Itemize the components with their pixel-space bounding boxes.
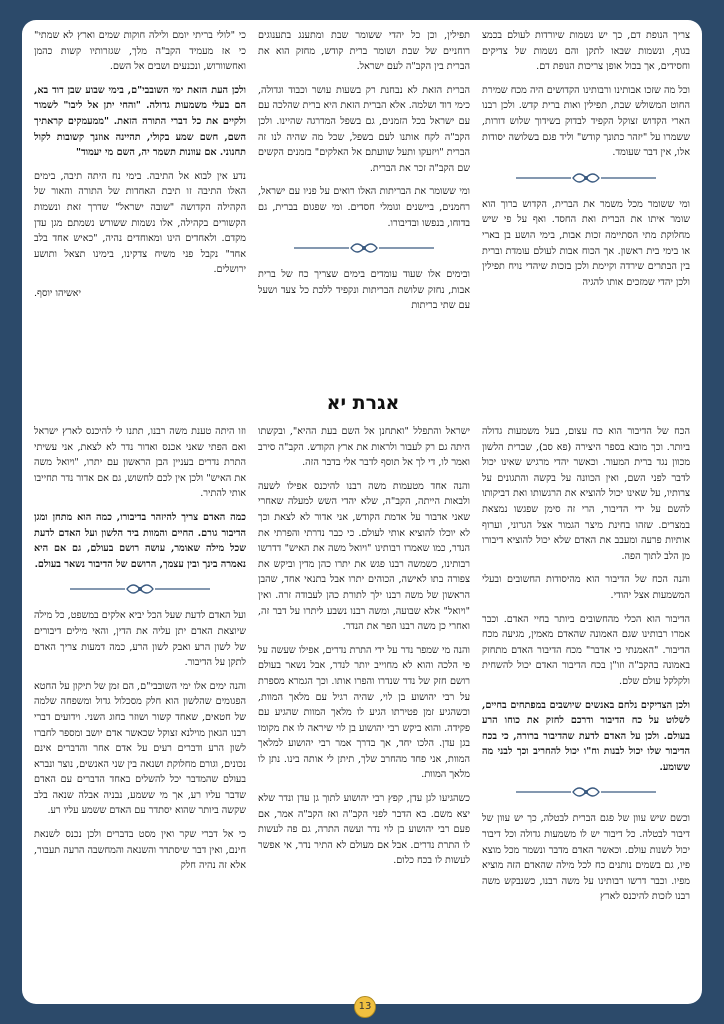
paragraph: צריך הנופת דם, כך יש נשמות שיורדות לעולם בכמצ בגוף, ונשמות שבאו לתקן והם נשמות של צדיקים וחסידים, אך בכול אופן צריכות הנופת דם.	[482, 30, 690, 73]
ornament-divider	[482, 783, 690, 801]
paragraph: ועל האדם לדעת שעל הכל יביא אלקים במשפט, כל מילה שיוצאת האדם יתן עליה את הדין, והאי מילים דיבורים של לשון הרע ואבק לשון הרע, כמה דמעות צריך האדם לתקן על הדיבור.	[34, 610, 246, 669]
page	[22, 20, 702, 1004]
paragraph: הכח של הדיבור הוא כח עצום, בעל משמעות גדולה ביותר. וכך מובא בספר היצירה (פא סב), שברית הלשון מכוון נגד ברית המעור. וכאשר יהדי מרגיש שאינו יכול לדבר לפני השם, ואין הכוונה על בקשה והתגונים על צרותיו, על שאינו יכול להוציא את הרגשותו ואת דביקותו להשם על ידי הדיבור, הרי זה סימן שפגשו נמצאת במצרים. שזהו בחינת מיצר הגמור אצל הגרוני, וערוף אותיות פרעה ומעבב את האדם שלא יכול להוציא דיבורו מן הלב לתוך הפה.	[482, 426, 690, 562]
paragraph: והנה מי שמפר נדר על ידי התרת נדרים, אפילו שעשה על פי הלכה והוא לא מחוייב יותר לנדר, אבל נשאר בעולם רושם חזק של נדר שנדרו והפרו אותו. וכך הגמרא מספרת על רבי יהושוע בן לוי, שהיה רגיל עם מלאך המוות, וכשהגיע זמן פטירתו הגיע לו מלאך המוות שהגיע עם פקידה. והוא ביקש רבי יהושוע בן לוי שיראה לו את מקומו בגן עדן. הלכו יחד, אך בדרך אמר רבי יהושוע למלאך המוות, אני פחד מהחרב שלך, תיתן לי אותה בינו. נתן לו מלאך המוות.	[258, 644, 470, 781]
ornament-divider	[258, 239, 470, 257]
paragraph-bold: ולכן הצדיקים נלחם באנשים שיושבים במפתחים בחיים, לשלוט על כח הדיבור ודרכם לחזק את כוחו הרע בעולם. ולכן על האדם לדעת שהדיבור ברורה, כי בכח הדיבור שלו יכול לבנות וח"ו יכול להחריב וכך לבני מה ששומע.	[482, 699, 690, 773]
paragraph: וכשם שיש עוון של פגם הברית לבטלה, כך יש עוון של דיבור לבטלה. כל דיבור יש לו משמעות גדולה וכל דיבור יכול לשנות עולם. וכאשר האדם מדבר ונשמר מכל מוצא פיו, גם בשמים נותנים כח לכל מילה שהאדם הזה מוציא מפיו. וכבר דרשו רבותינו על משה רבנו, כשנבקש משה רבנו לזכות להיכנס לארץ	[482, 813, 690, 903]
paragraph: ובימים אלו שעוד עומדים בימים שצריך כח של ברית אבות, נחזק שלושת הבריתות ונקפיד ללכת כל צעד ושעל עם שתי בריתות	[258, 269, 470, 312]
paragraph: והנה הכח של הדיבור הוא מהיסודות החשובים ובעלי המשמעות אצל יהודי.	[482, 574, 690, 601]
ornament-divider	[482, 169, 690, 187]
paragraph: כי אל דברי שקר ואין מסט בדברים ולכן נכנס לשנאת חינם, ואין דבר שיסתדר והשנאה והמחשבה הרעה תעבור, אלא זה נהיה חלק	[34, 829, 246, 872]
paragraph: ומי ששומר מכל משמר את הברית, הקדוש ברוך הוא שומר איתו את הברית ואת החסד. ואף על פי שיש מחלוקת מתי הסתיימה זכות אבות, בימי הושע בן בארי או בימי בית ראשון. אך הכוח אבות לעולם עומדת וברית בין הבתרים שירדה וקיימת ולכן בזכות שיהדי נויח תפילין ולכן יהדי שמזכים אותו להגיה	[482, 198, 690, 288]
bottom-middle-column	[258, 424, 470, 996]
paragraph: ומי ששומר את הבריתות האלו רואים על פניו עם ישראל, רחמנים, ביישנים וגומלי חסדים. ומי שפגום בברית, גם בדוחו, בנפשו ובדיבורו.	[258, 186, 470, 229]
paragraph: וכל מה שזכו אבותינו ורבותינו הקדושים היה מכח שמירת החוט המשולש שבת, תפילין ואות ברית קדש. ולכן רבנו הארי הקדוש זצוקל הקפיד לבדוק בשידוך שלוש דורות, ששמרו על "יזהר כתונך קודש" וליד פגם בשלושה יסודות אלו, אין דבר שעומד.	[482, 84, 690, 159]
paragraph-bold: ולכן העת הזאת ימי השובבי"ם, בימי שבוע שבן דוד בא, הם בעלי משמעות גדולה. "והחי יתן אל ליבו" לשמור ולקיים את כל דברי התורה הזאת. "ממעמקים קראתיך השם, חשם שמע בקולי, תהיינה אוזנך קשובות לקול תחנוני. אם עוונות תשמר יה, השם מי יעמוד"	[34, 84, 246, 159]
top-middle-column	[258, 28, 470, 384]
section-title: אגרת יא	[326, 392, 400, 414]
bottom-right-column	[482, 424, 690, 996]
paragraph: והנה אחד מטעמות משה רבנו להיכנס אפילו לשעה ולבאות הייתה, הקב"ה, שלא יהדי השש למעלה שאחרי שאני אדבור על אדמת הקודש, אני אדור לא לצאת וכך לא יוכלו להוציא אותי לעולם. כי כבר נדרתי והפרתי את הנדר, כמו שאמרו רבותינו "ויואל משה את האיש" דדרשו רבותינו, כשמשה רבנו פגש את יתרו כהן מדין וביקש את צפורה בתו לאישה, הכוהים יתרו אבל בתנאי אחד, שהבן הראשון של משה רבנו ילך לתורת כהן לעבודה זרה. ואין "ויואל" אלא שבועה, ומשה רבנו נשבע ליתרו על דבר זה, ואחרי כן משה רבנו הפר את הנדר.	[258, 480, 470, 633]
paragraph: הדיבור הוא הכלי מהחשובים ביותר בחיי האדם. וכבר אמרו רבותינו שגם האמונה שהאדם מאמין, מגיעה מכח הדיבור. "האמנתי כי אדבר" מכח הדיבור האדם מתחזק באמונה בהקב"ה וזו"ן בכח הדיבור האדם יכול להשחית ולקלקל עולם שלם.	[482, 613, 690, 687]
paragraph: כי "לולי בריתי יומם ולילה חוקות שמים וארץ לא שמתי" כי אז מעמיד הקב"ה מלך, שגזרותיו קשות כהמן ואחשוורוש, ונכנעים ושבים אל השם.	[34, 30, 246, 73]
bottom-left-column	[34, 424, 246, 996]
paragraph: ישראל והתפלל "ואתחנן אל השם בעת ההיא", ובקשתו היתה גם רק לעבור ולראות את ארץ הקודש. הקב"ה סירב ואמר לו, די לך אל תוסף לדבר אלי בדבר הזה.	[258, 426, 470, 469]
page-number: 13	[354, 996, 376, 1018]
top-left-column	[34, 28, 246, 384]
paragraph-bold: כמה האדם צריך להיזהר בדיבורו, כמה הוא מתחן ומגן הדיבור גורם. החיים והמוות ביד הלשון ועל האדם לדעת שכל מילה שאומר, עושה רושם בעולם, גם אם היא נאמרה בינך ובין עצמך, הרושם של הדיבור נשאר בעולם.	[34, 511, 246, 570]
paragraph: הברית הזאת לא נבחנת רק בשעות עושר וכבוד וגדולה, כימי דוד ושלמה. אלא הברית הזאת היא ברית שהלכה עם עם ישראל בכל הזמנים, גם בשפל המדרגה שהיינו. ולכן הקב"ה לקח אותנו לעם בשפל, שכל מה שהיה לנו זה הברית "ויזעקו ותעל שוועתם אל האלקים" בזמנים הקשים שם הקב"ה זכר את הברית.	[258, 84, 470, 174]
paragraph: כשהגיעו לגן עדן, קפץ רבי יהושוע לתוך גן עדן ונדר שלא יצא משם. בא הדבר לפני הקב"ה ואז הקב"ה אמר, אם פעם רבי יהושוע בן לוי נדר ועשה התרה, גם פה לעשות לו התרת נדרים. אבל אם מעולם לא התיר נדר, אי אפשר לעשות לו בכח כלום.	[258, 793, 470, 867]
signature: יאשיהו יוסף.	[34, 287, 82, 299]
paragraph: תפילין, וכן כל יהדי ששומר שבת ומתענג בתענוגים רוחניים של שבת ושומר ברית קודש, מחזק הוא את הברית בין הקב"ה לעם ישראל.	[258, 30, 470, 73]
top-right-column	[482, 28, 690, 384]
paragraph: והנה ימים אלו ימי השובבי"ם, הם זמן של תיקון על החטא הפגומים שהלשון הוא חלק מסכלול גדול ומשפחה שלמה של חטאים, שאחד קשור ושוזר בחוג השני. וידועים דברי רבנו הגאון מוילנא זצוקל שכאשר אדם יושב ומספר לחברו לשון הרע ודברים רעים על אדם אחר והדברים אינם נכונים, וגורם מחלוקת ושנאה בין שני האנשים, נוצר ונברא בעולם שהמדבר יכל להשלים באחד הדברים עם האדם שדבר עליו רע, אך מי ששמע, נבניה אבלה שנאה בלב שקשה ביותר שהוא יסתדר עם האדם ששמע עליו רע.	[34, 680, 246, 817]
paragraph: נדע אין לבוא אל התיבה. בימי נח היתה תיבה, בימים האלו התיבה זו תיבת האחדות של התורה והאור של הקהילה הקדושה "שובה ישראל" שדרך זאת ונשמות הקשורים בקהילה, אלו נשמות ששורש נשמתם מגן עדן מקדם. ולאחדים הינו ומאוחדים נהיה, "כאיש אחד בלב אחד" נקבל פני משיח צדקינו, בימינו תצאל ותושע ירושלים.	[34, 170, 246, 276]
paragraph: וזו היתה טענת משה רבנו, תתנו לי להיכנס לארץ ישראל ואם הפתי שאני אכנס ואדור נדר לא לצאת, אני עשיתי התרת נדרים בעניין הבן הראשון עם יתרו, "ויואל משה את האיש" ולכן אין לכם לחשוש, גם אם אדור נדר תחייבו אותי להתיר.	[34, 426, 246, 500]
ornament-divider	[34, 580, 246, 598]
